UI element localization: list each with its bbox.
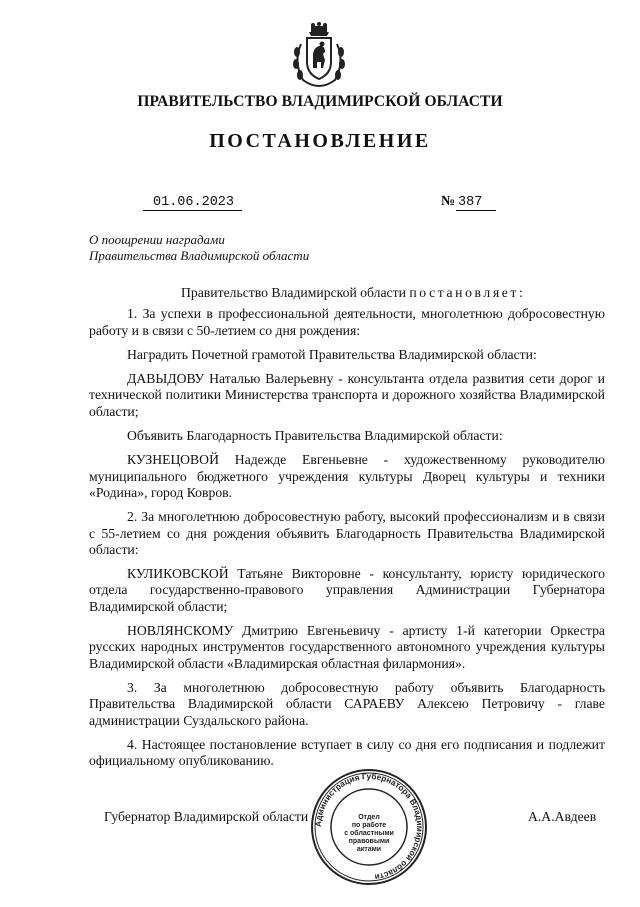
svg-text:Отдел: Отдел [358,814,380,821]
document-subject [89,232,309,264]
paragraph-award-heading: Наградить Почетной грамотой Правительства Владимирской области: [127,346,537,362]
document-body [89,285,605,777]
document-type-title: ПОСТАНОВЛЕНИЕ [209,130,431,152]
paragraph-kulikovskaya: КУЛИКОВСКОЙ Татьяне Викторовне - консультанту, юристу юридического отдела государственно-правового управления Администрации Губернатора Владимирской области; [89,566,605,614]
paragraph-kuznetsova: КУЗНЕЦОВОЙ Надежде Евгеньевне - художественному руководителю муниципального бюджетного учреждения культуры Дворец культуры и техники «Родина», город Ковров. [89,452,605,500]
preamble-start: Правительство Владимирской области [181,285,406,300]
svg-text:правовыми: правовыми [348,838,390,845]
paragraph-novlyansky: НОВЛЯНСКОМУ Дмитрию Евгеньевичу - артисту 1-й категории Оркестра русских народных инструментов государственного автономного учреждения культуры Владимирской области «Владимирская областная филармония». [89,623,605,671]
preamble [89,285,605,301]
preamble-verb: постановляет: [409,285,526,300]
paragraph-davydova: ДАВЫДОВУ Наталью Валерьевну - консультанта отдела развития сети дорог и технической политики Министерства транспорта и дорожного хозяйства Владимирской области; [89,371,605,419]
organization-title: ПРАВИТЕЛЬСТВО ВЛАДИМИРСКОЙ ОБЛАСТИ [137,93,503,110]
signer-name: А.А.Авдеев [528,809,597,824]
paragraph-2: 2. За многолетнюю добросовестную работу, высокий профессионализм и в связи с 55-летием со дня рождения объявить Благодарность Правительства Владимирской области: [89,509,605,557]
subject-line-1: О поощрении наградами [89,232,225,247]
svg-text:с областными: с областными [344,830,394,837]
paragraph-3: 3. За многолетнюю добросовестную работу объявить Благодарность Правительства Владимирской области САРАЕВУ Алексею Петровичу - главе администрации Суздальского района. [89,679,605,728]
svg-text:актами: актами [356,846,382,853]
svg-text:по работе: по работе [351,822,387,829]
subject-line-2: Правительства Владимирской области [89,248,310,263]
document-date: 01.06.2023 [143,195,242,211]
signer-position: Губернатор Владимирской области [104,809,309,824]
document-number-label: № [441,194,456,209]
paragraph-gratitude-heading: Объявить Благодарность Правительства Владимирской области: [127,428,503,444]
coat-of-arms-icon [289,22,349,88]
paragraph-4: 4. Настоящее постановление вступает в силу со дня его подписания и подлежит официальному опубликованию. [89,736,605,769]
official-stamp [309,767,429,887]
paragraph-1: 1. За успехи в профессиональной деятельности, многолетнюю добросовестную работу и в связи с 50-летием со дня рождения: [89,306,605,338]
document-number: 387 [456,195,496,211]
stamp-ring-text: Администрация Губернатора Владимирской области [312,770,426,883]
